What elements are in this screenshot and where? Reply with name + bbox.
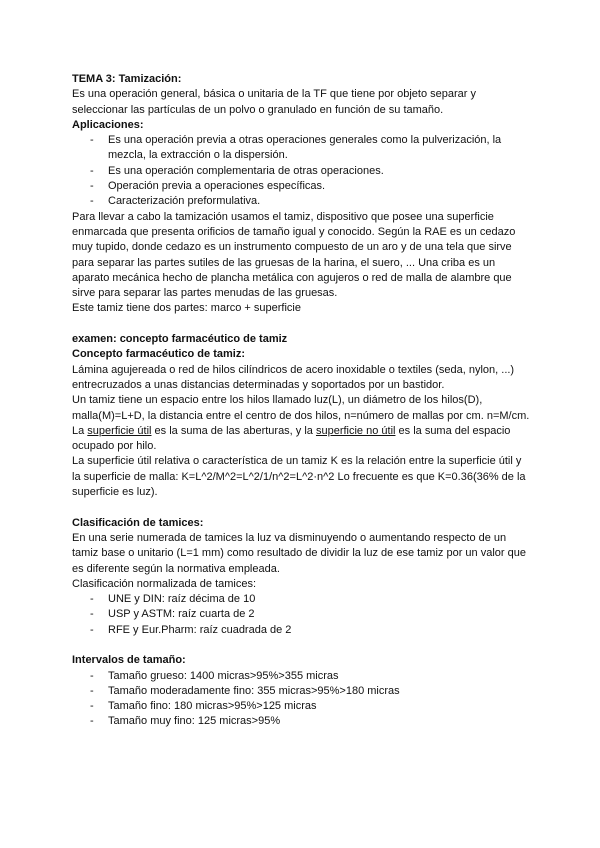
superficie-util-term: superficie útil: [87, 424, 152, 437]
concepto-paragraph-2: Un tamiz tiene un espacio entre los hilos llamado luz(L), un diámetro de los hilos(D), malla(M)=L+D, la distancia entre el centro de dos hilos, n=número de mallas por cm. n=M/cm.: [72, 394, 530, 422]
list-item: - Caracterización preformulativa.: [72, 194, 532, 209]
list-item: - UNE y DIN: raíz décima de 10: [72, 592, 532, 607]
bullet-dash: -: [90, 700, 94, 713]
bullet-dash: -: [90, 134, 94, 147]
intervalos-heading: Intervalos de tamaño:: [72, 654, 186, 667]
list-item: - Operación previa a operaciones específicas.: [72, 179, 532, 194]
aplicaciones-list: [72, 133, 532, 209]
tamiz-paragraph: Para llevar a cabo la tamización usamos el tamiz, dispositivo que posee una superficie enmarcada que presenta orificios de tamaño igual y conocido. Según la RAE es un cedazo muy tupido, donde cedazo es un instrumento compuesto de un aro y de una tela que sirve para separar las partes sutiles de las gruesas de la harina, el suero, ... Una criba es un aparato mecánica hecho de plancha metálica con agujeros o red de malla de alambre que sirve para separar las partes menudas de las gruesas.: [72, 210, 516, 300]
concepto-heading: Concepto farmacéutico de tamiz:: [72, 348, 245, 361]
intro-paragraph: Es una operación general, básica o unitaria de la TF que tiene por objeto separar y seleccionar las partículas de un polvo o granulado en función de su tamaño.: [72, 88, 476, 116]
concepto-paragraph-1: Lámina agujereada o red de hilos cilíndricos de acero inoxidable o textiles (seda, nylon, ...) entrecruzados a unas distancias determinadas y soportados por un bastidor.: [72, 363, 515, 391]
bullet-dash: -: [90, 195, 94, 208]
bullet-dash: -: [90, 608, 94, 621]
list-item: - USP y ASTM: raíz cuarta de 2: [72, 607, 532, 622]
partes-line: Este tamiz tiene dos partes: marco + superficie: [72, 302, 301, 315]
section-title: TEMA 3: Tamización:: [72, 73, 182, 85]
list-item: - RFE y Eur.Pharm: raíz cuadrada de 2: [72, 623, 532, 638]
bullet-dash: -: [90, 623, 94, 636]
list-item: - Tamaño moderadamente fino: 355 micras>95%>180 micras: [72, 684, 532, 699]
list-item: - Es una operación complementaria de otras operaciones.: [72, 164, 532, 179]
bullet-dash: -: [90, 669, 94, 682]
list-item: - Es una operación previa a otras operaciones generales como la pulverización, la mezcla, la extracción o la dispersión.: [90, 134, 502, 162]
concepto-paragraph-3: La superficie útil es la suma de las aberturas, y la superficie no útil es la suma del espacio ocupado por hilo.: [72, 424, 511, 453]
list-item: - Tamaño fino: 180 micras>95%>125 micras: [72, 699, 532, 714]
bullet-dash: -: [90, 684, 94, 697]
exam-heading: examen: concepto farmacéutico de tamiz: [72, 333, 288, 346]
bullet-dash: -: [90, 180, 94, 193]
aplicaciones-heading: Aplicaciones:: [72, 118, 144, 131]
normalizada-label: Clasificación normalizada de tamices:: [72, 577, 257, 590]
document-page: [72, 72, 532, 730]
clasificacion-paragraph: En una serie numerada de tamices la luz va disminuyendo o aumentando respecto de un tamiz base o unitario (L=1 mm) como resultado de dividir la luz de ese tamiz por un valor que es diferente según la normativa empleada.: [72, 531, 526, 575]
list-item: - Tamaño muy fino: 125 micras>95%: [72, 714, 532, 729]
clasificacion-heading: Clasificación de tamices:: [72, 516, 204, 529]
bullet-dash: -: [90, 593, 94, 606]
bullet-dash: -: [90, 715, 94, 728]
intervalos-list: [72, 669, 532, 730]
list-item: - Tamaño grueso: 1400 micras>95%>355 micras: [72, 669, 532, 684]
normalizada-list: [72, 592, 532, 638]
concepto-paragraph-4: La superficie útil relativa o característica de un tamiz K es la relación entre la superficie útil y la superficie de malla: K=L^2/M^2=L^2/1/n^2=L^2·n^2 Lo frecuente es que K=0.36(36% de la superficie es luz).: [72, 455, 526, 499]
superficie-no-util-term: superficie no útil: [315, 424, 396, 437]
bullet-dash: -: [90, 164, 94, 177]
